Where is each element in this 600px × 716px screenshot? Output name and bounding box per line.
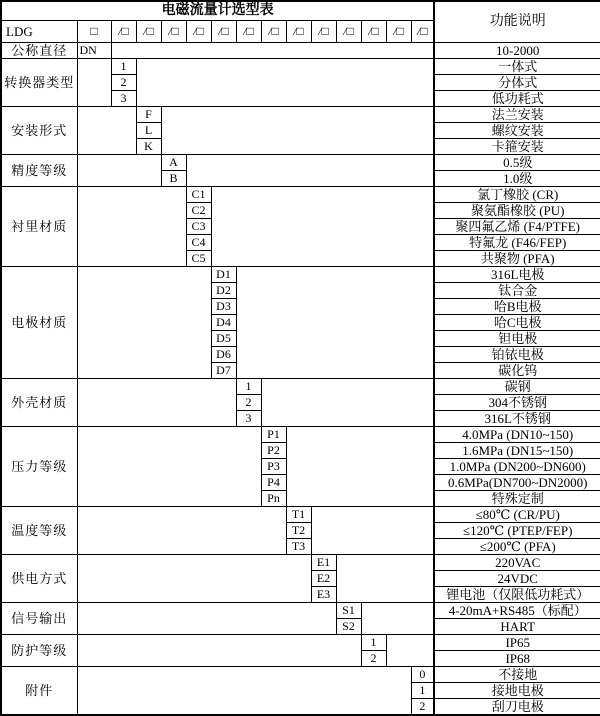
spec-desc: HART <box>434 619 600 635</box>
spec-desc: 一体式 <box>434 59 600 75</box>
model-slot-box: /□ <box>211 21 236 43</box>
empty-span <box>136 59 434 107</box>
model-slot-box: /□ <box>286 21 311 43</box>
code-cell: K <box>136 139 161 155</box>
model-slot-box: /□ <box>311 21 336 43</box>
empty-span <box>236 267 434 379</box>
code-cell: B <box>161 171 186 187</box>
code-cell: P1 <box>261 427 286 443</box>
spec-row <box>1 59 600 75</box>
spec-desc: 304不锈钢 <box>434 395 600 411</box>
spec-row <box>1 267 600 283</box>
code-cell: D3 <box>211 299 236 315</box>
model-slot-box: /□ <box>111 21 136 43</box>
empty-span <box>286 427 434 507</box>
spec-desc: 316L电极 <box>434 267 600 283</box>
code-cell: P4 <box>261 475 286 491</box>
spec-desc: ≤200℃ (PFA) <box>434 539 600 555</box>
code-cell: 1 <box>236 379 261 395</box>
code-cell: P3 <box>261 459 286 475</box>
code-cell: A <box>161 155 186 171</box>
model-slot-box: /□ <box>411 21 434 43</box>
spec-desc: 10-2000 <box>434 43 600 59</box>
code-cell: F <box>136 107 161 123</box>
spec-desc: 氯丁橡胶 (CR) <box>434 187 600 203</box>
code-cell: D5 <box>211 331 236 347</box>
table-title: 电磁流量计选型表 <box>1 1 434 21</box>
function-description-header: 功能说明 <box>434 1 600 43</box>
empty-span <box>77 555 311 603</box>
spec-row <box>1 107 600 123</box>
code-cell: T1 <box>286 507 311 523</box>
empty-span <box>336 555 434 603</box>
spec-row <box>1 667 600 683</box>
empty-span <box>77 107 136 155</box>
spec-desc: 卡箍安装 <box>434 139 600 155</box>
empty-span <box>111 43 434 59</box>
spec-desc: 特氟龙 (F46/FEP) <box>434 235 600 251</box>
empty-span <box>261 379 434 427</box>
empty-span <box>77 507 286 555</box>
code-cell: L <box>136 123 161 139</box>
model-slot-box: /□ <box>186 21 211 43</box>
code-cell: 2 <box>111 75 136 91</box>
spec-desc: 4-20mA+RS485（标配） <box>434 603 600 619</box>
spec-desc: 1.0级 <box>434 171 600 187</box>
code-cell: E1 <box>311 555 336 571</box>
spec-desc: 铂铱电极 <box>434 347 600 363</box>
empty-span <box>77 603 336 635</box>
code-cell: D7 <box>211 363 236 379</box>
spec-row <box>1 555 600 571</box>
code-cell: C1 <box>186 187 211 203</box>
code-cell: S2 <box>336 619 361 635</box>
spec-desc: 钛合金 <box>434 283 600 299</box>
category-label: 附件 <box>1 667 77 716</box>
empty-span <box>77 379 236 427</box>
empty-span <box>211 187 434 267</box>
code-cell: C4 <box>186 235 211 251</box>
empty-span <box>311 507 434 555</box>
spec-row <box>1 507 600 523</box>
spec-desc: IP68 <box>434 651 600 667</box>
spec-desc: 接地电极 <box>434 683 600 699</box>
spec-row <box>1 43 600 59</box>
spec-desc: 聚四氟乙烯 (F4/PTFE) <box>434 219 600 235</box>
spec-desc: 4.0MPa (DN10~150) <box>434 427 600 443</box>
code-cell: 1 <box>361 635 386 651</box>
model-prefix: LDG <box>1 21 77 43</box>
empty-span <box>386 635 434 667</box>
spec-desc: 1.0MPa (DN200~DN600) <box>434 459 600 475</box>
spec-row <box>1 155 600 171</box>
code-cell: E3 <box>311 587 336 603</box>
code-cell: C5 <box>186 251 211 267</box>
spec-desc: 分体式 <box>434 75 600 91</box>
code-cell: D6 <box>211 347 236 363</box>
spec-desc: 碳钢 <box>434 379 600 395</box>
code-cell: E2 <box>311 571 336 587</box>
spec-desc: 钽电极 <box>434 331 600 347</box>
spec-desc: 刮刀电极 <box>434 699 600 716</box>
category-label: 压力等级 <box>1 427 77 507</box>
empty-span <box>77 635 361 667</box>
spec-desc: 220VAC <box>434 555 600 571</box>
category-label: 安装形式 <box>1 107 77 155</box>
spec-desc: 共聚物 (PFA) <box>434 251 600 267</box>
empty-span <box>186 155 434 187</box>
category-label: 公称直径 <box>1 43 77 59</box>
category-label: 衬里材质 <box>1 187 77 267</box>
category-label: 温度等级 <box>1 507 77 555</box>
spec-desc: 哈C电极 <box>434 315 600 331</box>
spec-desc: 1.6MPa (DN15~150) <box>434 443 600 459</box>
category-label: 转换器类型 <box>1 59 77 107</box>
spec-desc: 碳化钨 <box>434 363 600 379</box>
category-label: 供电方式 <box>1 555 77 603</box>
empty-span <box>77 155 161 187</box>
empty-span <box>77 427 261 507</box>
code-cell: Pn <box>261 491 286 507</box>
model-slot-box: /□ <box>386 21 411 43</box>
category-label: 防护等级 <box>1 635 77 667</box>
category-label: 外壳材质 <box>1 379 77 427</box>
model-slot-box: /□ <box>261 21 286 43</box>
empty-span <box>77 187 186 267</box>
category-label: 电极材质 <box>1 267 77 379</box>
model-slot-box: /□ <box>136 21 161 43</box>
spec-row <box>1 379 600 395</box>
model-slot-box: /□ <box>361 21 386 43</box>
model-slot-box: □ <box>77 21 111 43</box>
code-cell: D2 <box>211 283 236 299</box>
spec-row <box>1 187 600 203</box>
spec-row <box>1 603 600 619</box>
empty-span <box>77 667 411 716</box>
spec-desc: 法兰安装 <box>434 107 600 123</box>
code-cell: 2 <box>236 395 261 411</box>
code-cell: 3 <box>236 411 261 427</box>
empty-span <box>161 107 434 155</box>
code-cell: 3 <box>111 91 136 107</box>
category-label: 精度等级 <box>1 155 77 187</box>
spec-desc: ≤120℃ (PTEP/FEP) <box>434 523 600 539</box>
code-cell: C2 <box>186 203 211 219</box>
code-cell: S1 <box>336 603 361 619</box>
code-cell: D1 <box>211 267 236 283</box>
model-slot-box: /□ <box>336 21 361 43</box>
title-row <box>1 1 600 21</box>
model-slot-box: /□ <box>161 21 186 43</box>
spec-desc: 特殊定制 <box>434 491 600 507</box>
code-cell: DN <box>77 43 111 59</box>
code-cell: 2 <box>411 699 434 716</box>
code-cell: T3 <box>286 539 311 555</box>
spec-desc: ≤80℃ (CR/PU) <box>434 507 600 523</box>
empty-span <box>77 267 211 379</box>
code-cell: 1 <box>411 683 434 699</box>
code-cell: T2 <box>286 523 311 539</box>
empty-span <box>361 603 434 635</box>
code-cell: D4 <box>211 315 236 331</box>
code-cell: 2 <box>361 651 386 667</box>
spec-row <box>1 427 600 443</box>
spec-desc: IP65 <box>434 635 600 651</box>
spec-desc: 316L不锈钢 <box>434 411 600 427</box>
spec-desc: 低功耗式 <box>434 91 600 107</box>
empty-span <box>77 59 111 107</box>
spec-desc: 锂电池（仅限低功耗式） <box>434 587 600 603</box>
spec-desc: 24VDC <box>434 571 600 587</box>
spec-desc: 0.5级 <box>434 155 600 171</box>
code-cell: C3 <box>186 219 211 235</box>
spec-desc: 螺纹安装 <box>434 123 600 139</box>
spec-row <box>1 635 600 651</box>
spec-desc: 不接地 <box>434 667 600 683</box>
spec-desc: 0.6MPa(DN700~DN2000) <box>434 475 600 491</box>
category-label: 信号输出 <box>1 603 77 635</box>
model-slot-box: /□ <box>236 21 261 43</box>
code-cell: 0 <box>411 667 434 683</box>
spec-desc: 哈B电极 <box>434 299 600 315</box>
code-cell: 1 <box>111 59 136 75</box>
spec-desc: 聚氨酯橡胶 (PU) <box>434 203 600 219</box>
code-cell: P2 <box>261 443 286 459</box>
